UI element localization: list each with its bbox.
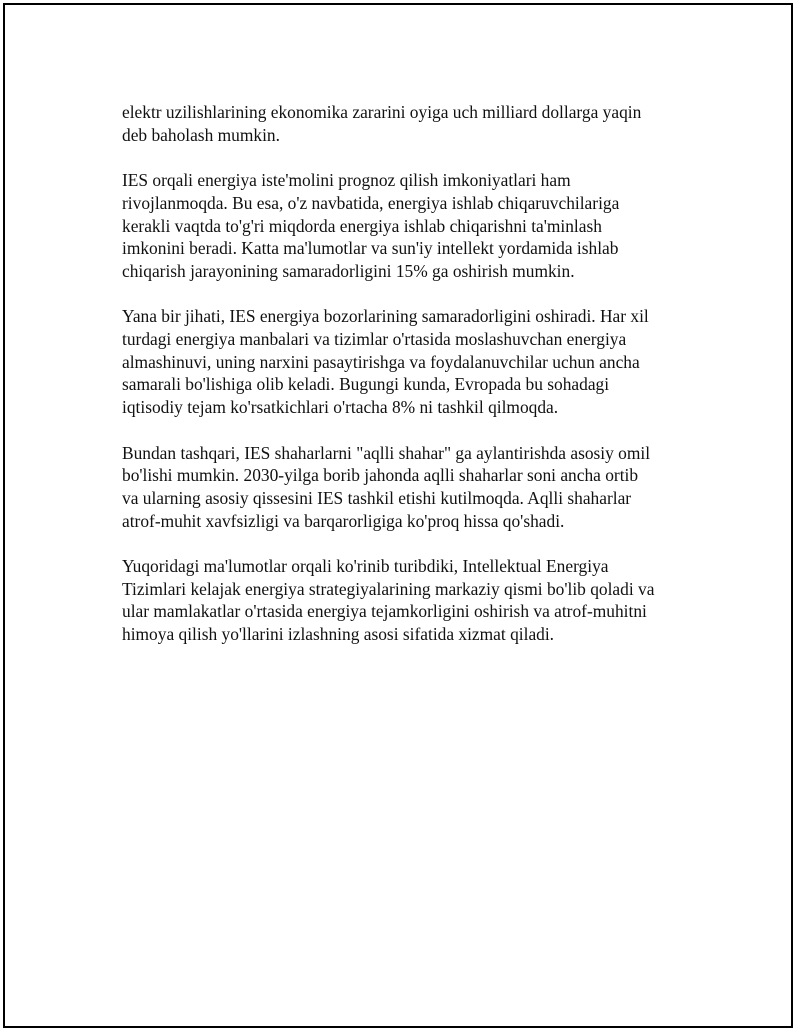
text-line: imkonini beradi. Katta ma'lumotlar va sun'iy intellekt yordamida ishlab <box>122 238 619 259</box>
text-line: samarali bo'lishiga olib keladi. Bugungi kunda, Evropada bu sohadagi <box>122 374 610 395</box>
paragraph-1 <box>122 101 702 146</box>
paragraph-5 <box>122 555 702 646</box>
text-line: ular mamlakatlar o'rtasida energiya tejamkorligini oshirish va atrof-muhitni <box>122 601 647 622</box>
text-line: atrof-muhit xavfsizligi va barqarorligiga ko'proq hissa qo'shadi. <box>122 510 565 531</box>
text-line: Yana bir jihati, IES energiya bozorlarining samaradorligini oshiradi. Har xil <box>122 306 649 327</box>
paragraph-4 <box>122 442 702 533</box>
text-line: bo'lishi mumkin. 2030-yilga borib jahonda aqlli shaharlar soni ancha ortib <box>122 465 639 486</box>
text-line: chiqarish jarayonining samaradorligini 15% ga oshirish mumkin. <box>122 260 575 281</box>
text-line: IES orqali energiya iste'molini prognoz qilish imkoniyatlari ham <box>122 170 571 191</box>
text-line: elektr uzilishlarining ekonomika zararini oyiga uch milliard dollarga yaqin <box>122 102 642 122</box>
text-line: va ularning asosiy qissesini IES tashkil etishi kutilmoqda. Aqlli shaharlar <box>122 487 632 508</box>
text-line: iqtisodiy tejam ko'rsatkichlari o'rtacha 8% ni tashkil qilmoqda. <box>122 397 559 418</box>
text-line: almashinuvi, uning narxini pasaytirishga va foydalanuvchilar uchun ancha <box>122 351 640 372</box>
text-line: Tizimlari kelajak energiya strategiyalarining markaziy qismi bo'lib qoladi va <box>122 578 655 599</box>
text-line: kerakli vaqtda to'g'ri miqdorda energiya ishlab chiqarishni ta'minlash <box>122 215 602 236</box>
text-line: himoya qilish yo'llarini izlashning asosi sifatida xizmat qiladi. <box>122 624 555 645</box>
paragraph-3 <box>122 305 702 419</box>
text-line: rivojlanmoqda. Bu esa, o'z navbatida, energiya ishlab chiqaruvchilariga <box>122 192 620 213</box>
text-line: turdagi energiya manbalari va tizimlar o'rtasida moslashuvchan energiya <box>122 329 627 349</box>
document-body <box>122 101 702 669</box>
paragraph-2 <box>122 169 702 283</box>
text-line: Yuqoridagi ma'lumotlar orqali ko'rinib turibdiki, Intellektual Energiya <box>122 556 609 576</box>
page-frame <box>3 3 793 1028</box>
text-line: Bundan tashqari, IES shaharlarni "aqlli shahar" ga aylantirishda asosiy omil <box>122 442 651 463</box>
text-line: deb baholash mumkin. <box>122 124 280 145</box>
